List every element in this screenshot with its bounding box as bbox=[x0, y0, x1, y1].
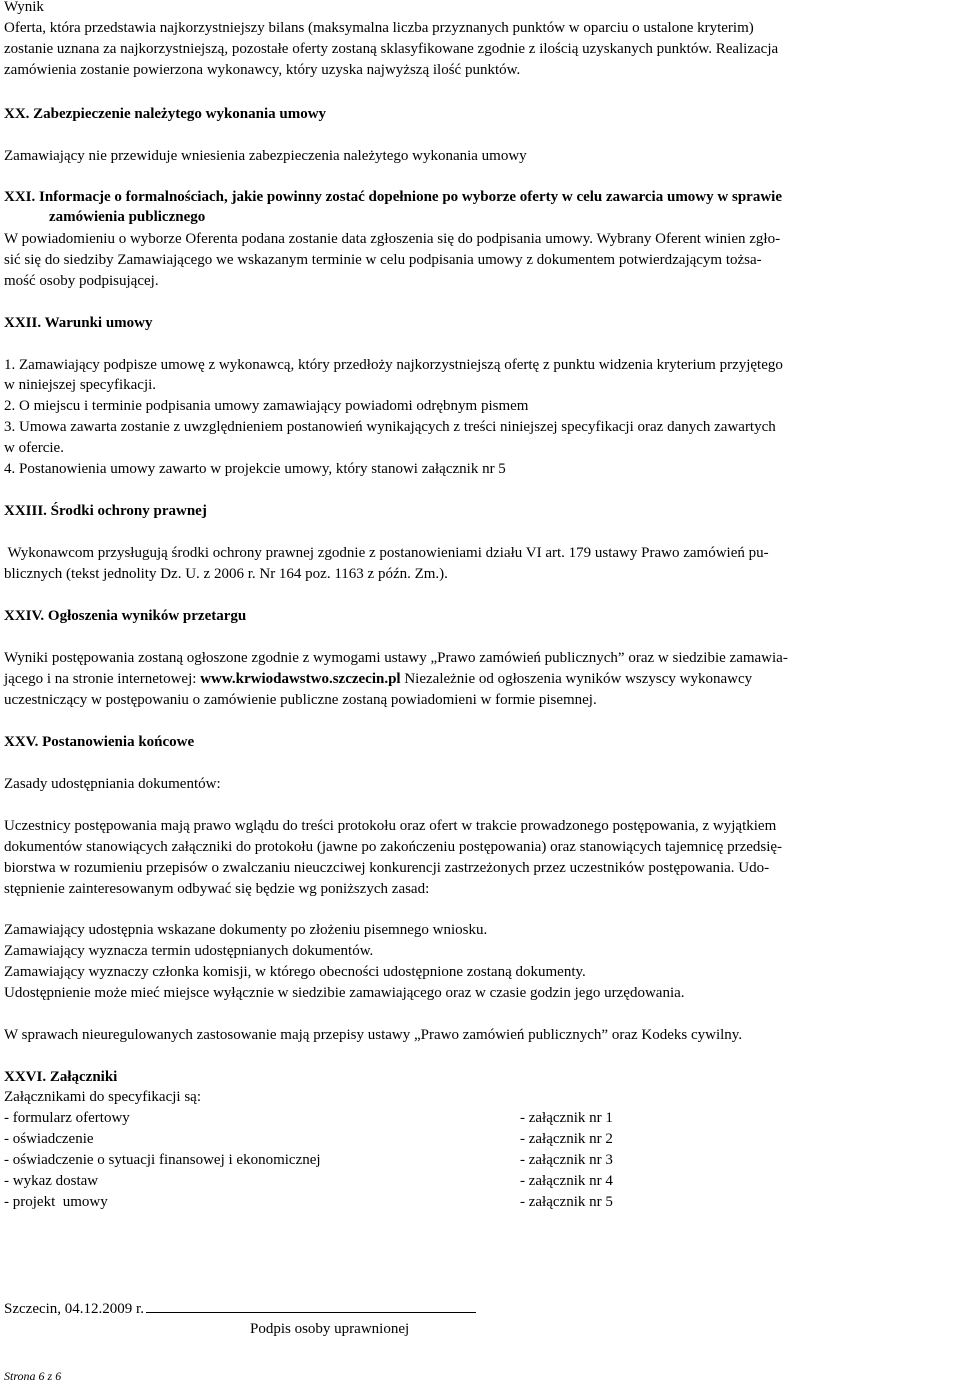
xxiv-line-2 bbox=[4, 669, 752, 690]
attachment-ref-5: - załącznik nr 5 bbox=[520, 1194, 613, 1210]
xxi-line-2: sić się do siedziby Zamawiającego we wskazanym terminie w celu podpisania umowy z dokumentem potwierdzającym tożsa- bbox=[4, 252, 762, 268]
xxiv-line-1: Wyniki postępowania zostaną ogłoszone zgodnie z wymogami ustawy „Prawo zamówień publicznych” oraz w siedzibie zamawia- bbox=[4, 650, 788, 666]
xxi-line-3: mość osoby podpisującej. bbox=[4, 273, 159, 289]
xxiv-line-2-post: Niezależnie od ogłoszenia wyników wszyscy wykonawcy bbox=[400, 671, 753, 687]
xxii-line-3: 2. O miejscu i terminie podpisania umowy zamawiający powiadomi odrębnym pismem bbox=[4, 398, 529, 414]
wynik-line-2: zostanie uznana za najkorzystniejszą, pozostałe oferty zostaną sklasyfikowane zgodnie z ilością uzyskanych punktów. Realizacja bbox=[4, 41, 779, 57]
xxv-rule-1: Zamawiający udostępnia wskazane dokumenty po złożeniu pisemnego wniosku. bbox=[4, 922, 488, 938]
xxv-rule-4: Udostępnienie może mieć miejsce wyłącznie w siedzibie zamawiającego oraz w czasie godzin jego urzędowania. bbox=[4, 985, 685, 1001]
xxiv-line-2-pre: jącego i na stronie internetowej: bbox=[4, 671, 201, 687]
xxii-line-2: w niniejszej specyfikacji. bbox=[4, 377, 157, 393]
attachment-ref-1: - załącznik nr 1 bbox=[520, 1110, 613, 1126]
attachments-intro: Załącznikami do specyfikacji są: bbox=[4, 1089, 201, 1105]
xxv-para-line-3: biorstwa w rozumieniu przepisów o zwalczaniu nieuczciwej konkurencji zastrzeżonych przez uczestników postępowania. Udo- bbox=[4, 860, 770, 876]
attachment-ref-4: - załącznik nr 4 bbox=[520, 1173, 613, 1189]
heading-xxv: XXV. Postanowienia końcowe bbox=[4, 734, 195, 750]
xxii-line-1: 1. Zamawiający podpisze umowę z wykonawcą, który przedłoży najkorzystniejszą ofertę z punktu widzenia kryterium przyjętego bbox=[4, 357, 783, 373]
xxv-para-line-4: stępnienie zainteresowanym odbywać się będzie wg poniższych zasad: bbox=[4, 881, 430, 897]
xxiv-line-3: uczestniczący w postępowaniu o zamówienie publiczne zostaną powiadomieni w formie pisemnej. bbox=[4, 692, 597, 708]
heading-xxiii: XXIII. Środki ochrony prawnej bbox=[4, 503, 207, 519]
xxii-line-6: 4. Postanowienia umowy zawarto w projekcie umowy, który stanowi załącznik nr 5 bbox=[4, 461, 506, 477]
xxv-rule-3: Zamawiający wyznaczy członka komisji, w którego obecności udostępnione zostaną dokumenty. bbox=[4, 964, 586, 980]
xxv-rule-2: Zamawiający wyznacza termin udostępnianych dokumentów. bbox=[4, 943, 374, 959]
heading-xxi-line-2: zamówienia publicznego bbox=[49, 209, 206, 225]
wynik-line-1: Oferta, która przedstawia najkorzystniejszy bilans (maksymalna liczba przyznanych punktów w oparciu o ustalone kryterim) bbox=[4, 20, 754, 36]
signature-line bbox=[146, 1298, 476, 1313]
xxv-para-line-1: Uczestnicy postępowania mają prawo wglądu do treści protokołu oraz ofert w trakcie prowadzonego postępowania, z wyjątkiem bbox=[4, 818, 777, 834]
heading-xxvi: XXVI. Załączniki bbox=[4, 1069, 118, 1085]
attachment-name-3: - oświadczenie o sytuacji finansowej i ekonomicznej bbox=[4, 1152, 321, 1168]
xxiii-line-2: blicznych (tekst jednolity Dz. U. z 2006 r. Nr 164 poz. 1163 z późn. Zm.). bbox=[4, 566, 448, 582]
place-date-text: Szczecin, 04.12.2009 r. bbox=[4, 1301, 144, 1317]
heading-xxi-line-1: XXI. Informacje o formalnościach, jakie powinny zostać dopełnione po wyborze oferty w celu zawarcia umowy w sprawie bbox=[4, 189, 782, 205]
xxi-line-1: W powiadomieniu o wyborze Oferenta podana zostanie data zgłoszenia się do podpisania umowy. Wybrany Oferent winien zgło- bbox=[4, 231, 781, 247]
heading-xx: XX. Zabezpieczenie należytego wykonania umowy bbox=[4, 106, 327, 122]
xxii-line-5: w ofercie. bbox=[4, 440, 64, 456]
xxii-line-4: 3. Umowa zawarta zostanie z uwzględnieniem postanowień wynikających z treści niniejszej specyfikacji oraz danych zawartych bbox=[4, 419, 776, 435]
attachment-ref-2: - załącznik nr 2 bbox=[520, 1131, 613, 1147]
page-number: Strona 6 z 6 bbox=[4, 1369, 62, 1383]
xxv-subheading: Zasady udostępniania dokumentów: bbox=[4, 776, 221, 792]
xxv-para-line-2: dokumentów stanowiących załączniki do protokołu (jawne po zakończeniu postępowania) oraz stanowiących tajemnicę przedsię- bbox=[4, 839, 783, 855]
attachment-name-5: - projekt umowy bbox=[4, 1194, 108, 1210]
signature-caption: Podpis osoby uprawnionej bbox=[250, 1321, 410, 1337]
xx-text: Zamawiający nie przewiduje wniesienia zabezpieczenia należytego wykonania umowy bbox=[4, 148, 527, 164]
attachment-name-1: - formularz ofertowy bbox=[4, 1110, 130, 1126]
xxv-closing: W sprawach nieuregulowanych zastosowanie mają przepisy ustawy „Prawo zamówień publicznych” oraz Kodeks cywilny. bbox=[4, 1027, 743, 1043]
heading-xxii: XXII. Warunki umowy bbox=[4, 315, 153, 331]
signature-place-date bbox=[4, 1298, 476, 1320]
wynik-line-3: zamówienia zostanie powierzona wykonawcy, który uzyska najwyższą ilość punktów. bbox=[4, 62, 521, 78]
website-link[interactable]: www.krwiodawstwo.szczecin.pl bbox=[200, 671, 401, 687]
heading-xxiv: XXIV. Ogłoszenia wyników przetargu bbox=[4, 608, 247, 624]
attachment-ref-3: - załącznik nr 3 bbox=[520, 1152, 613, 1168]
section-title-wynik: Wynik bbox=[4, 0, 44, 15]
attachment-name-2: - oświadczenie bbox=[4, 1131, 94, 1147]
xxiii-line-1: Wykonawcom przysługują środki ochrony prawnej zgodnie z postanowieniami działu VI art. 179 ustawy Prawo zamówień pu- bbox=[4, 545, 769, 561]
attachment-name-4: - wykaz dostaw bbox=[4, 1173, 99, 1189]
